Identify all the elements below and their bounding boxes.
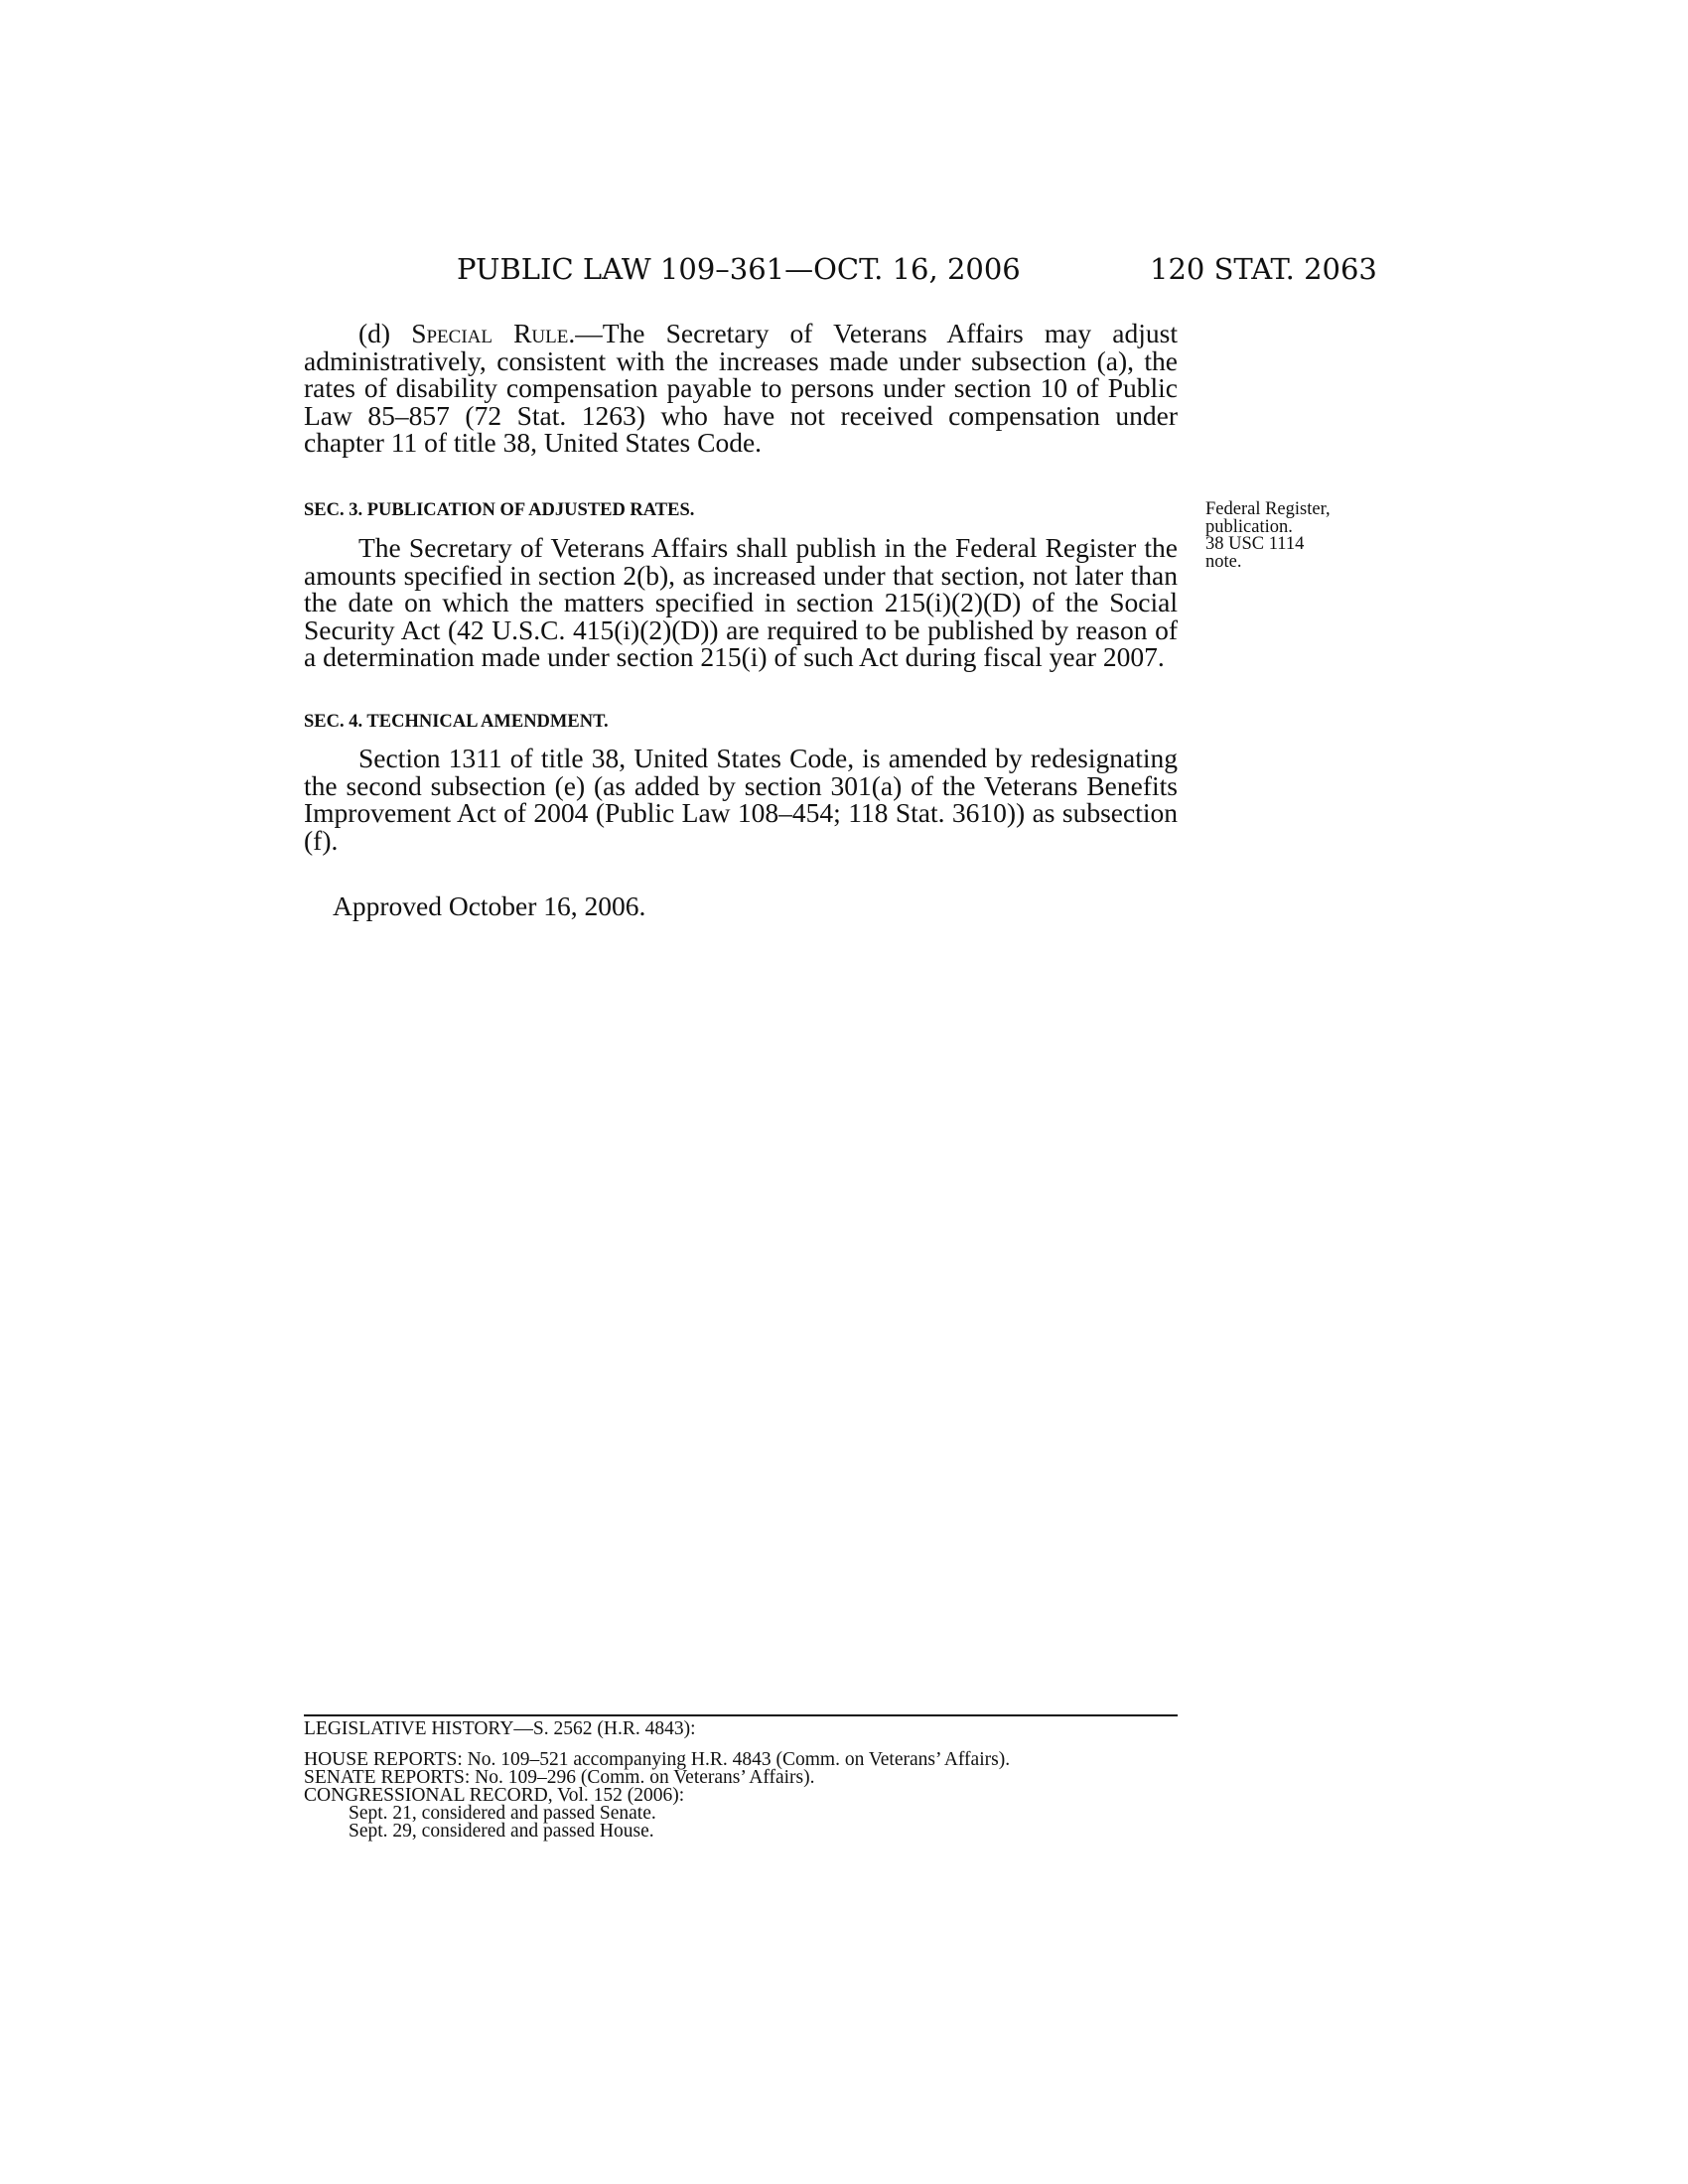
sec4-body [304,745,1178,854]
subsection-d-label: (d) [358,318,412,348]
senate-reports: SENATE REPORTS: No. 109–296 (Comm. on Veterans’ Affairs). [304,1767,815,1788]
congressional-record: CONGRESSIONAL RECORD, Vol. 152 (2006): [304,1785,685,1806]
margin-note-line: 38 USC 1114 [1205,534,1305,554]
sec3-heading-block [304,500,1178,521]
house-action: Sept. 29, considered and passed House. [349,1821,654,1842]
sec3-heading: SEC. 3. PUBLICATION OF ADJUSTED RATES. [304,500,695,520]
page-header-stat: 120 STAT. 2063 [1150,252,1377,286]
subsection-d [304,320,1178,457]
footnote-divider [304,1714,1178,1716]
sec3-paragraph: The Secretary of Veterans Affairs shall publish in the Federal Register the amounts specified in section 2(b), as increased under that section, not later than the date on which the matters specified in section 215(i)(2)(D) of the Social Security Act (42 U.S.C. 415(i)(2)(D)) are required to be published by reason of a determination made under section 215(i) of such Act during fiscal year 2007. [304,532,1178,672]
house-reports: HOUSE REPORTS: No. 109–521 accompanying H.R. 4843 (Comm. on Veterans’ Affairs). [304,1749,1011,1770]
legislative-history-title: LEGISLATIVE HISTORY—S. 2562 (H.R. 4843): [304,1718,696,1739]
page-header-title: PUBLIC LAW 109–361—OCT. 16, 2006 [457,252,1021,286]
margin-note-line: publication. [1205,516,1293,537]
sec4-heading: SEC. 4. TECHNICAL AMENDMENT. [304,712,609,732]
subsection-d-heading: Special Rule [411,318,569,348]
sec3-body [304,534,1178,671]
subsection-d-text: .—The Secretary of Veterans Affairs may adjust administratively, consistent with the increases made under subsection (a), the rates of disability compensation payable to persons under section 10 of Public Law 85–857 (72 Stat. 1263) who have not received compensation under chapter 11 of title 38, United States Code. [304,318,1178,458]
sec3-margin-note [1205,501,1404,571]
subsection-d-paragraph [304,320,1178,457]
approval-date: Approved October 16, 2006. [333,890,646,921]
sec4-heading-block [304,712,1178,733]
margin-note-line: note. [1205,551,1242,572]
margin-note-line: Federal Register, [1205,499,1331,519]
sec4-paragraph: Section 1311 of title 38, United States Code, is amended by redesignating the second subsection (e) (as added by section 301(a) of the Veterans Benefits Improvement Act of 2004 (Public Law 108–454; 118 Stat. 3610)) as subsection (f). [304,743,1178,856]
senate-action: Sept. 21, considered and passed Senate. [349,1803,656,1824]
legislative-history-details [304,1751,1178,1841]
